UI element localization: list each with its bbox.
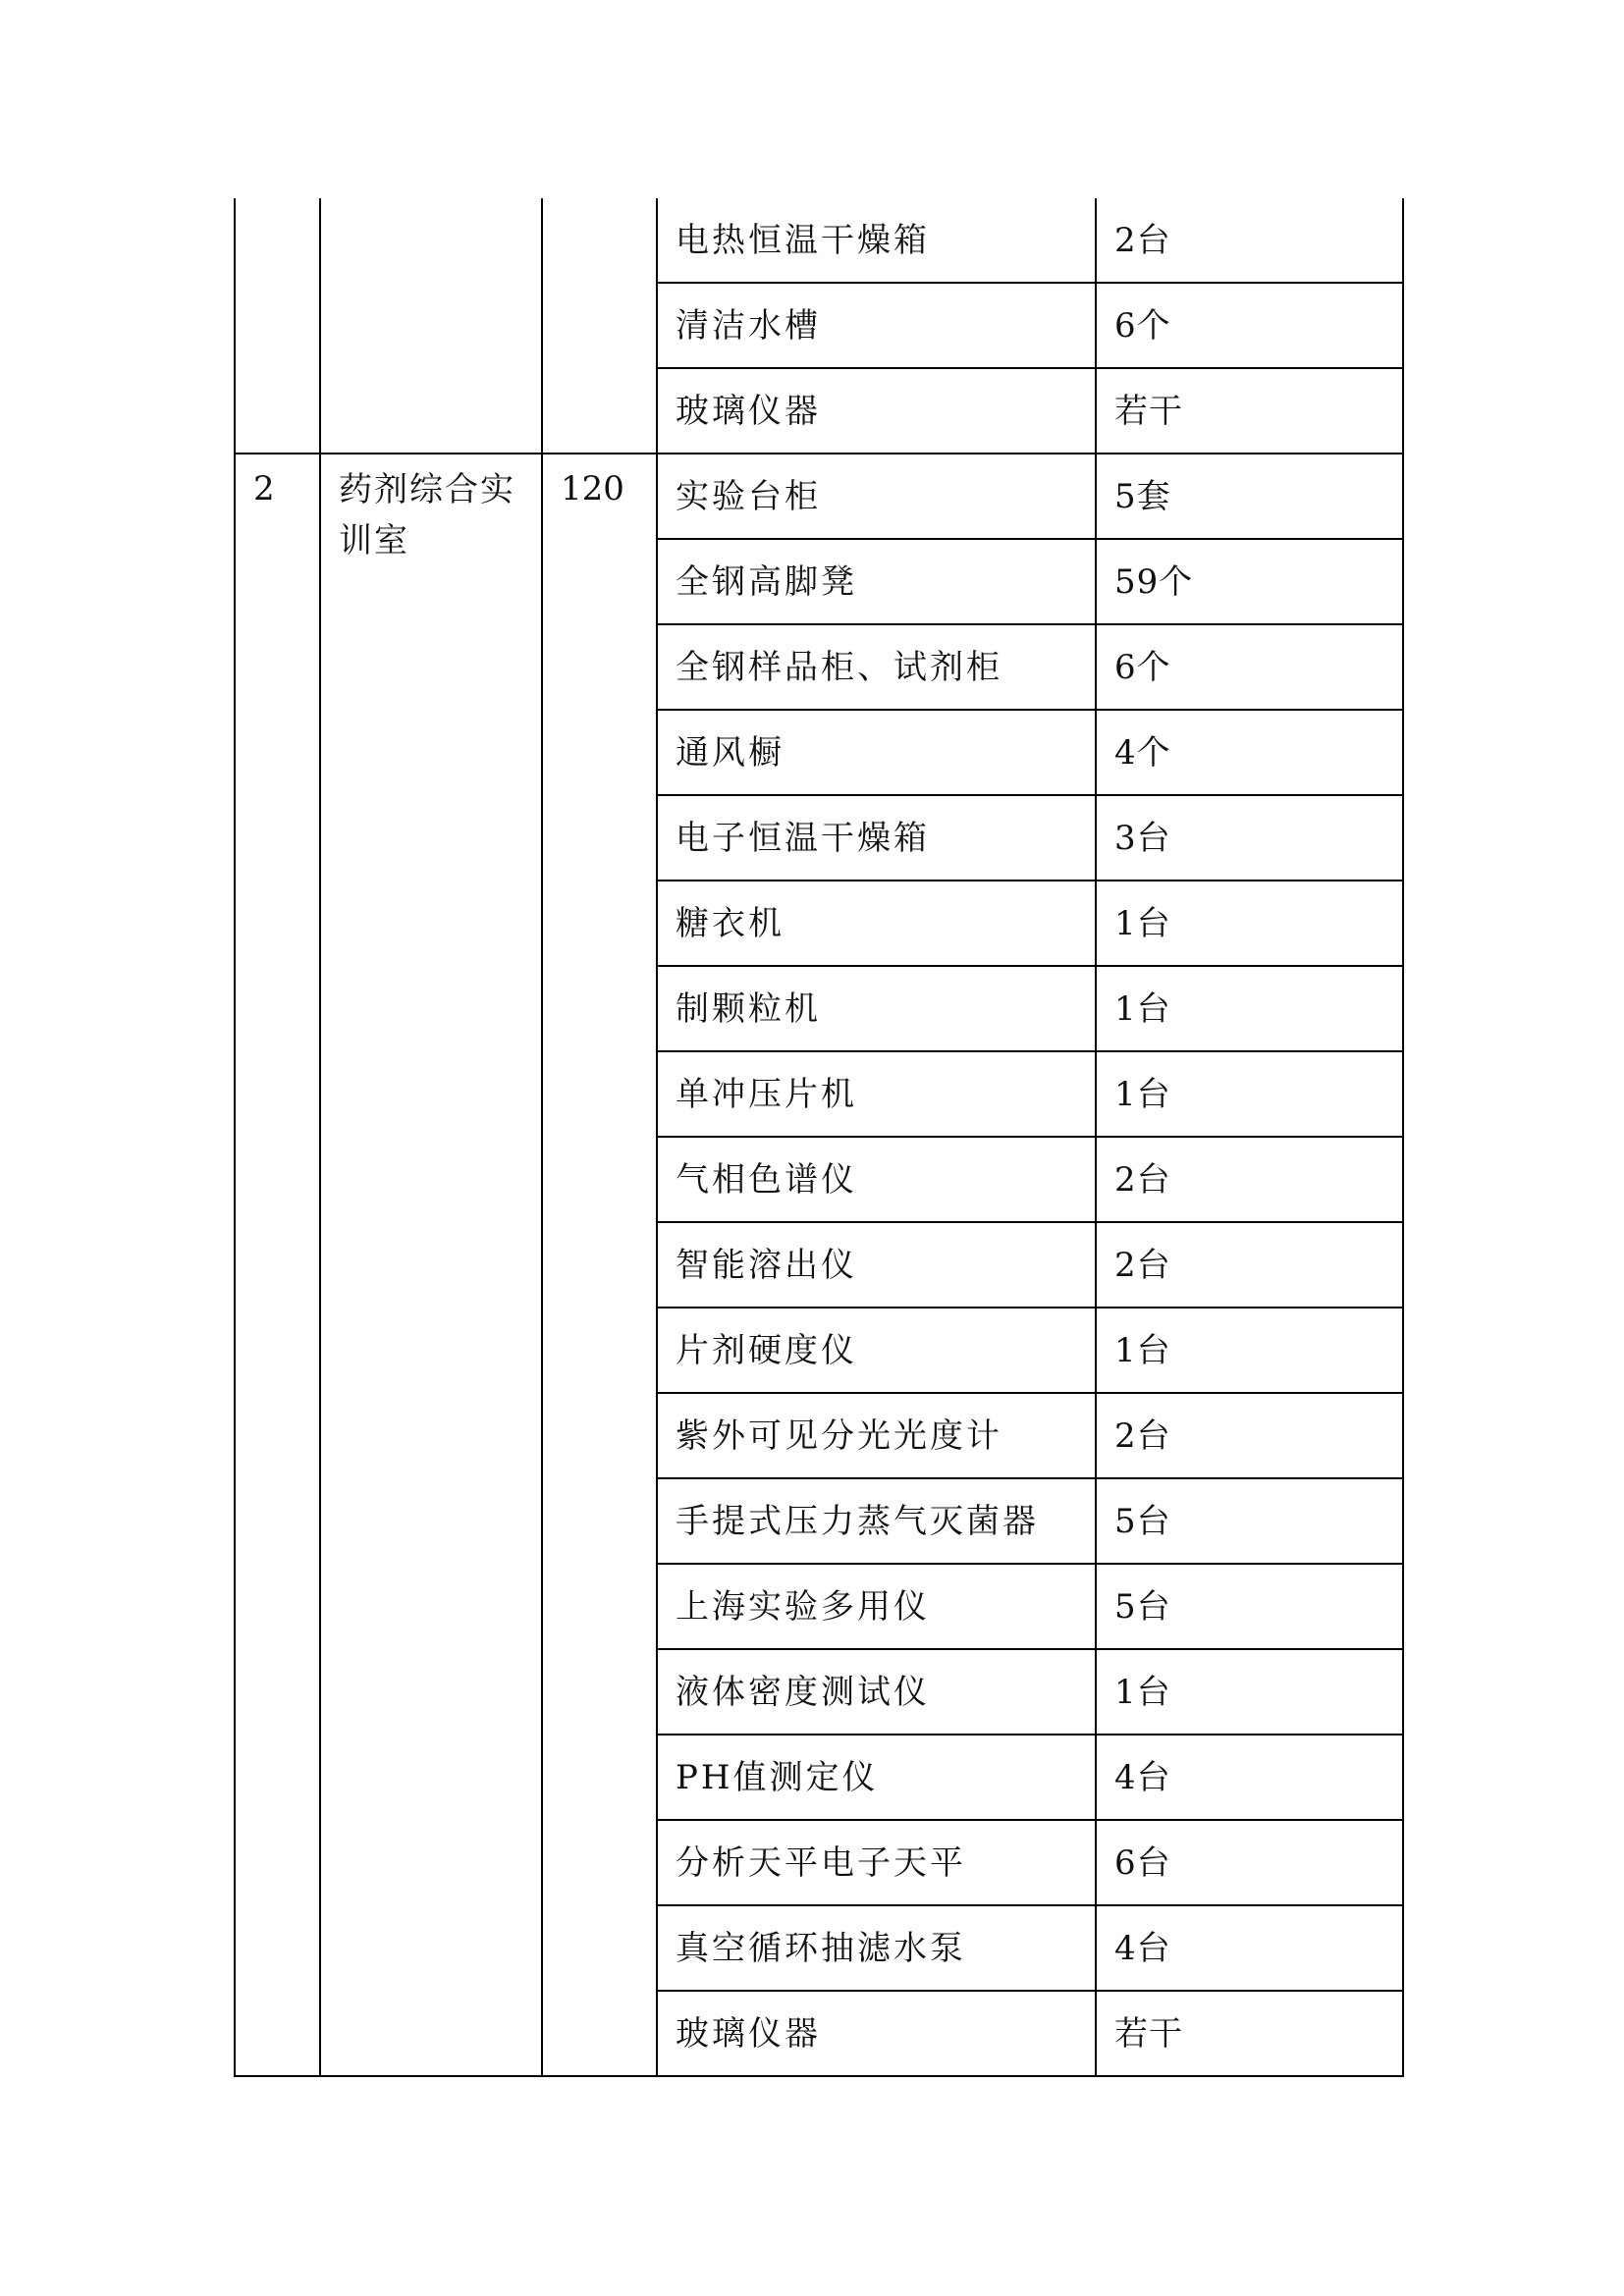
equipment-table xyxy=(234,198,1404,2077)
equipment-quantity: 2台 xyxy=(1096,1393,1403,1478)
equipment-quantity: 1台 xyxy=(1096,1308,1403,1393)
equipment-quantity: 6个 xyxy=(1096,283,1403,368)
equipment-quantity: 2台 xyxy=(1096,1137,1403,1222)
equipment-quantity: 1台 xyxy=(1096,881,1403,966)
equipment-quantity: 3台 xyxy=(1096,795,1403,881)
equipment-name: 单冲压片机 xyxy=(657,1051,1096,1137)
equipment-quantity: 若干 xyxy=(1096,1991,1403,2076)
equipment-quantity: 5台 xyxy=(1096,1564,1403,1649)
equipment-quantity: 1台 xyxy=(1096,966,1403,1051)
equipment-name: 智能溶出仪 xyxy=(657,1222,1096,1308)
equipment-quantity: 6台 xyxy=(1096,1820,1403,1905)
equipment-name: 全钢样品柜、试剂柜 xyxy=(657,624,1096,710)
equipment-name: 片剂硬度仪 xyxy=(657,1308,1096,1393)
equipment-name: 分析天平电子天平 xyxy=(657,1820,1096,1905)
equipment-name: 液体密度测试仪 xyxy=(657,1649,1096,1735)
equipment-name: 制颗粒机 xyxy=(657,966,1096,1051)
equipment-name: 通风橱 xyxy=(657,710,1096,795)
equipment-name: 清洁水槽 xyxy=(657,283,1096,368)
equipment-name: 玻璃仪器 xyxy=(657,1991,1096,2076)
equipment-name: 气相色谱仪 xyxy=(657,1137,1096,1222)
room-index: 2 xyxy=(235,454,320,2076)
room-area: 120 xyxy=(542,454,657,2076)
equipment-quantity: 1台 xyxy=(1096,1051,1403,1137)
equipment-quantity: 5套 xyxy=(1096,454,1403,539)
equipment-name: 玻璃仪器 xyxy=(657,368,1096,454)
equipment-name: 电热恒温干燥箱 xyxy=(657,198,1096,283)
equipment-quantity: 59个 xyxy=(1096,539,1403,624)
equipment-name: 紫外可见分光光度计 xyxy=(657,1393,1096,1478)
equipment-table-body xyxy=(235,198,1403,2076)
equipment-quantity: 4台 xyxy=(1096,1735,1403,1820)
equipment-quantity: 2台 xyxy=(1096,1222,1403,1308)
equipment-quantity: 4个 xyxy=(1096,710,1403,795)
equipment-name: 实验台柜 xyxy=(657,454,1096,539)
equipment-quantity: 2台 xyxy=(1096,198,1403,283)
room-cell-empty xyxy=(320,198,542,454)
table-row xyxy=(235,198,1403,283)
table-row xyxy=(235,454,1403,539)
equipment-name: 糖衣机 xyxy=(657,881,1096,966)
equipment-name: 上海实验多用仪 xyxy=(657,1564,1096,1649)
index-cell-empty xyxy=(235,198,320,454)
area-cell-empty xyxy=(542,198,657,454)
equipment-quantity: 1台 xyxy=(1096,1649,1403,1735)
equipment-name: 真空循环抽滤水泵 xyxy=(657,1905,1096,1991)
equipment-name: PH值测定仪 xyxy=(657,1735,1096,1820)
equipment-name: 手提式压力蒸气灭菌器 xyxy=(657,1478,1096,1564)
equipment-quantity: 4台 xyxy=(1096,1905,1403,1991)
equipment-quantity: 5台 xyxy=(1096,1478,1403,1564)
room-title: 药剂综合实训室 xyxy=(320,454,542,2076)
equipment-name: 全钢高脚凳 xyxy=(657,539,1096,624)
equipment-name: 电子恒温干燥箱 xyxy=(657,795,1096,881)
equipment-quantity: 若干 xyxy=(1096,368,1403,454)
equipment-quantity: 6个 xyxy=(1096,624,1403,710)
